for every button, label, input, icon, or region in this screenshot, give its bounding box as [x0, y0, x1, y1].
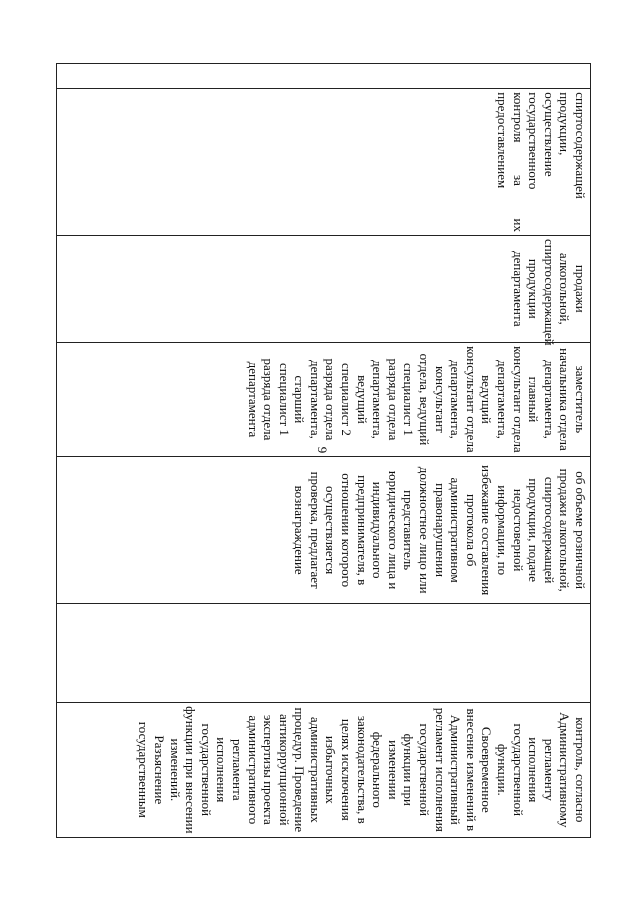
table-container [56, 63, 591, 838]
table-row [57, 64, 591, 838]
cell-index [57, 64, 591, 89]
cell-function: спиртосодержащей продукции, осуществление государственного контроля за их предоставлением [57, 89, 591, 236]
rotated-table [56, 63, 591, 838]
cell-risk-situation: об объеме розничной продажи алкогольной, спиртосодержащей продукции, подаче недостоверной информации, по избежание составления протокола об административном правонарушении должностное лицо или представитель юридического лица и индивидуального предпринимателя, в отношении которого осуществляется проверка, предлагает вознаграждение [57, 457, 591, 604]
corruption-risk-table [56, 63, 591, 838]
cell-unit: продажи алкогольной, спиртосодержащей продукции департамента [57, 235, 591, 342]
cell-measures: контроль, согласно Административному регламенту исполнения государственной функции. Своевременное внесение изменений в Административный регламент исполнения государственной функции при изменении федерального законодательства, в целях исключения избыточных административных процедур. Проведение антикоррупционной экспертизы проекта административного регламента исполнения государственной функции при внесении изменений. Разъяснение государственным [57, 702, 591, 837]
page-number: 9 [315, 446, 330, 454]
cell-positions: заместитель начальника отдела департамента, главный консультант отдела департамента, ведущий консультант отдела департамента, консультант отдела, ведущий специалист 1 разряда отдела департамента, ведущий специалист 2 разряда отдела департамента, старший специалист 1 разряда отдела департамента [57, 342, 591, 457]
cell-empty [57, 604, 591, 703]
